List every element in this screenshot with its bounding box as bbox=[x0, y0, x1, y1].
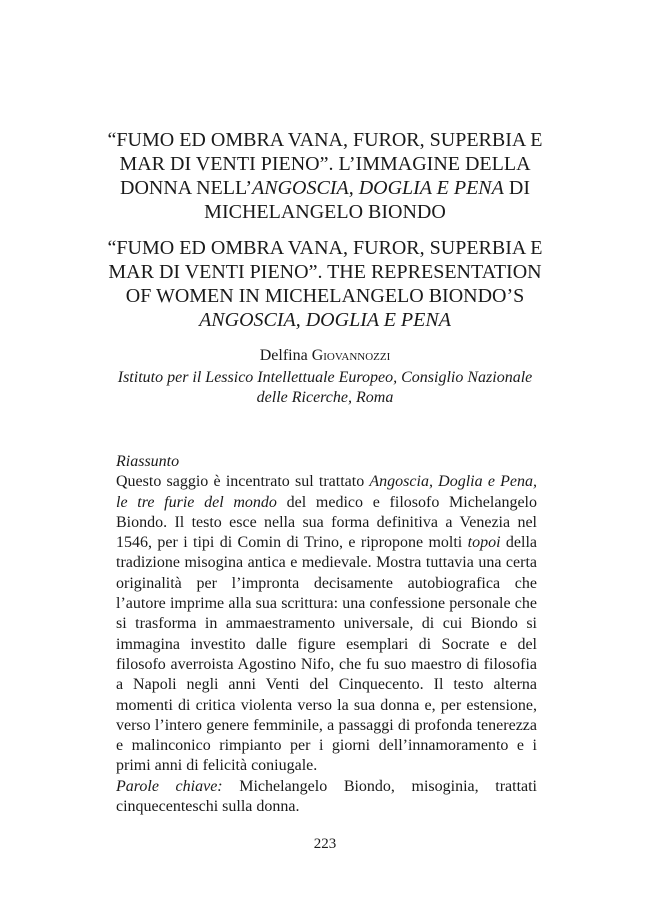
keywords bbox=[116, 777, 537, 818]
abstract-heading: Riassunto bbox=[116, 453, 180, 470]
title-line bbox=[100, 308, 550, 332]
keywords-list: Michelangelo Biondo, misoginia, trattati cinquecenteschi sulla donna. bbox=[116, 777, 538, 816]
author-name bbox=[0, 346, 650, 366]
author-first-name: Delfina bbox=[259, 347, 308, 364]
title-line: “FUMO ED OMBRA VANA, FUROR, SUPERBIA E bbox=[107, 237, 543, 259]
title-text: DI bbox=[503, 177, 530, 199]
author-last-name: Giovannozzi bbox=[311, 347, 391, 364]
title-line: OF WOMEN IN MICHELANGELO BIONDO’S bbox=[125, 285, 525, 307]
title-text: DONNA NELL’ bbox=[120, 177, 253, 199]
page-number: 223 bbox=[313, 836, 337, 852]
title-english bbox=[100, 236, 550, 332]
abstract-text: del medico e filosofo Michelangelo Biondo. Il testo esce nella sua forma definitiva a Venezia nel 1546, per i tipi di Comin di Trino, e ripropone molti bbox=[116, 493, 537, 552]
keywords-label: Parole chiave: bbox=[116, 777, 223, 795]
title-line bbox=[100, 176, 550, 200]
title-line: MAR DI VENTI PIENO”. THE REPRESENTATION bbox=[108, 261, 542, 283]
abstract-text: Questo saggio è incentrato sul trattato bbox=[116, 473, 370, 491]
abstract-text: della tradizione misogina antica e medievale. Mostra tuttavia una certa originalità per l’impronta decisamente autobiografica che l’autore imprime alla sua scrittura: una confessione personale che si trasforma in ammaestramento universale, di cui Biondo si immagina investito dalle figure esemplari di Socrate e del filosofo averroista Agostino Nifo, che fu suo maestro di filosofia a Napoli negli anni Venti del Cinquecento. Il testo alterna momenti di critica violenta verso la sua donna e, per estensione, verso l’intero genere femminile, a passaggi di profonda tenerezza e malinconico rimpianto per i giorni dell’innamoramento e i primi anni di felicità coniugale. bbox=[116, 534, 538, 775]
title-italic-text: ANGOSCIA, DOGLIA E PENA bbox=[199, 309, 451, 331]
abstract-italic-text: topoi bbox=[467, 534, 501, 552]
affiliation: Istituto per il Lessico Intellettuale Europeo, Consiglio Nazionale delle Ricerche, Roma bbox=[117, 369, 533, 406]
title-italic-text: ANGOSCIA, DOGLIA E PENA bbox=[252, 177, 504, 199]
title-line: “FUMO ED OMBRA VANA, FUROR, SUPERBIA E bbox=[107, 129, 543, 151]
title-line: MAR DI VENTI PIENO”. L’IMMAGINE DELLA bbox=[119, 153, 531, 175]
abstract-body bbox=[116, 472, 537, 776]
abstract bbox=[116, 452, 537, 817]
title-line: MICHELANGELO BIONDO bbox=[204, 201, 446, 223]
abstract-italic-text: Angoscia, Doglia e Pena, le tre furie del mondo bbox=[116, 473, 538, 511]
title-italian bbox=[100, 128, 550, 224]
